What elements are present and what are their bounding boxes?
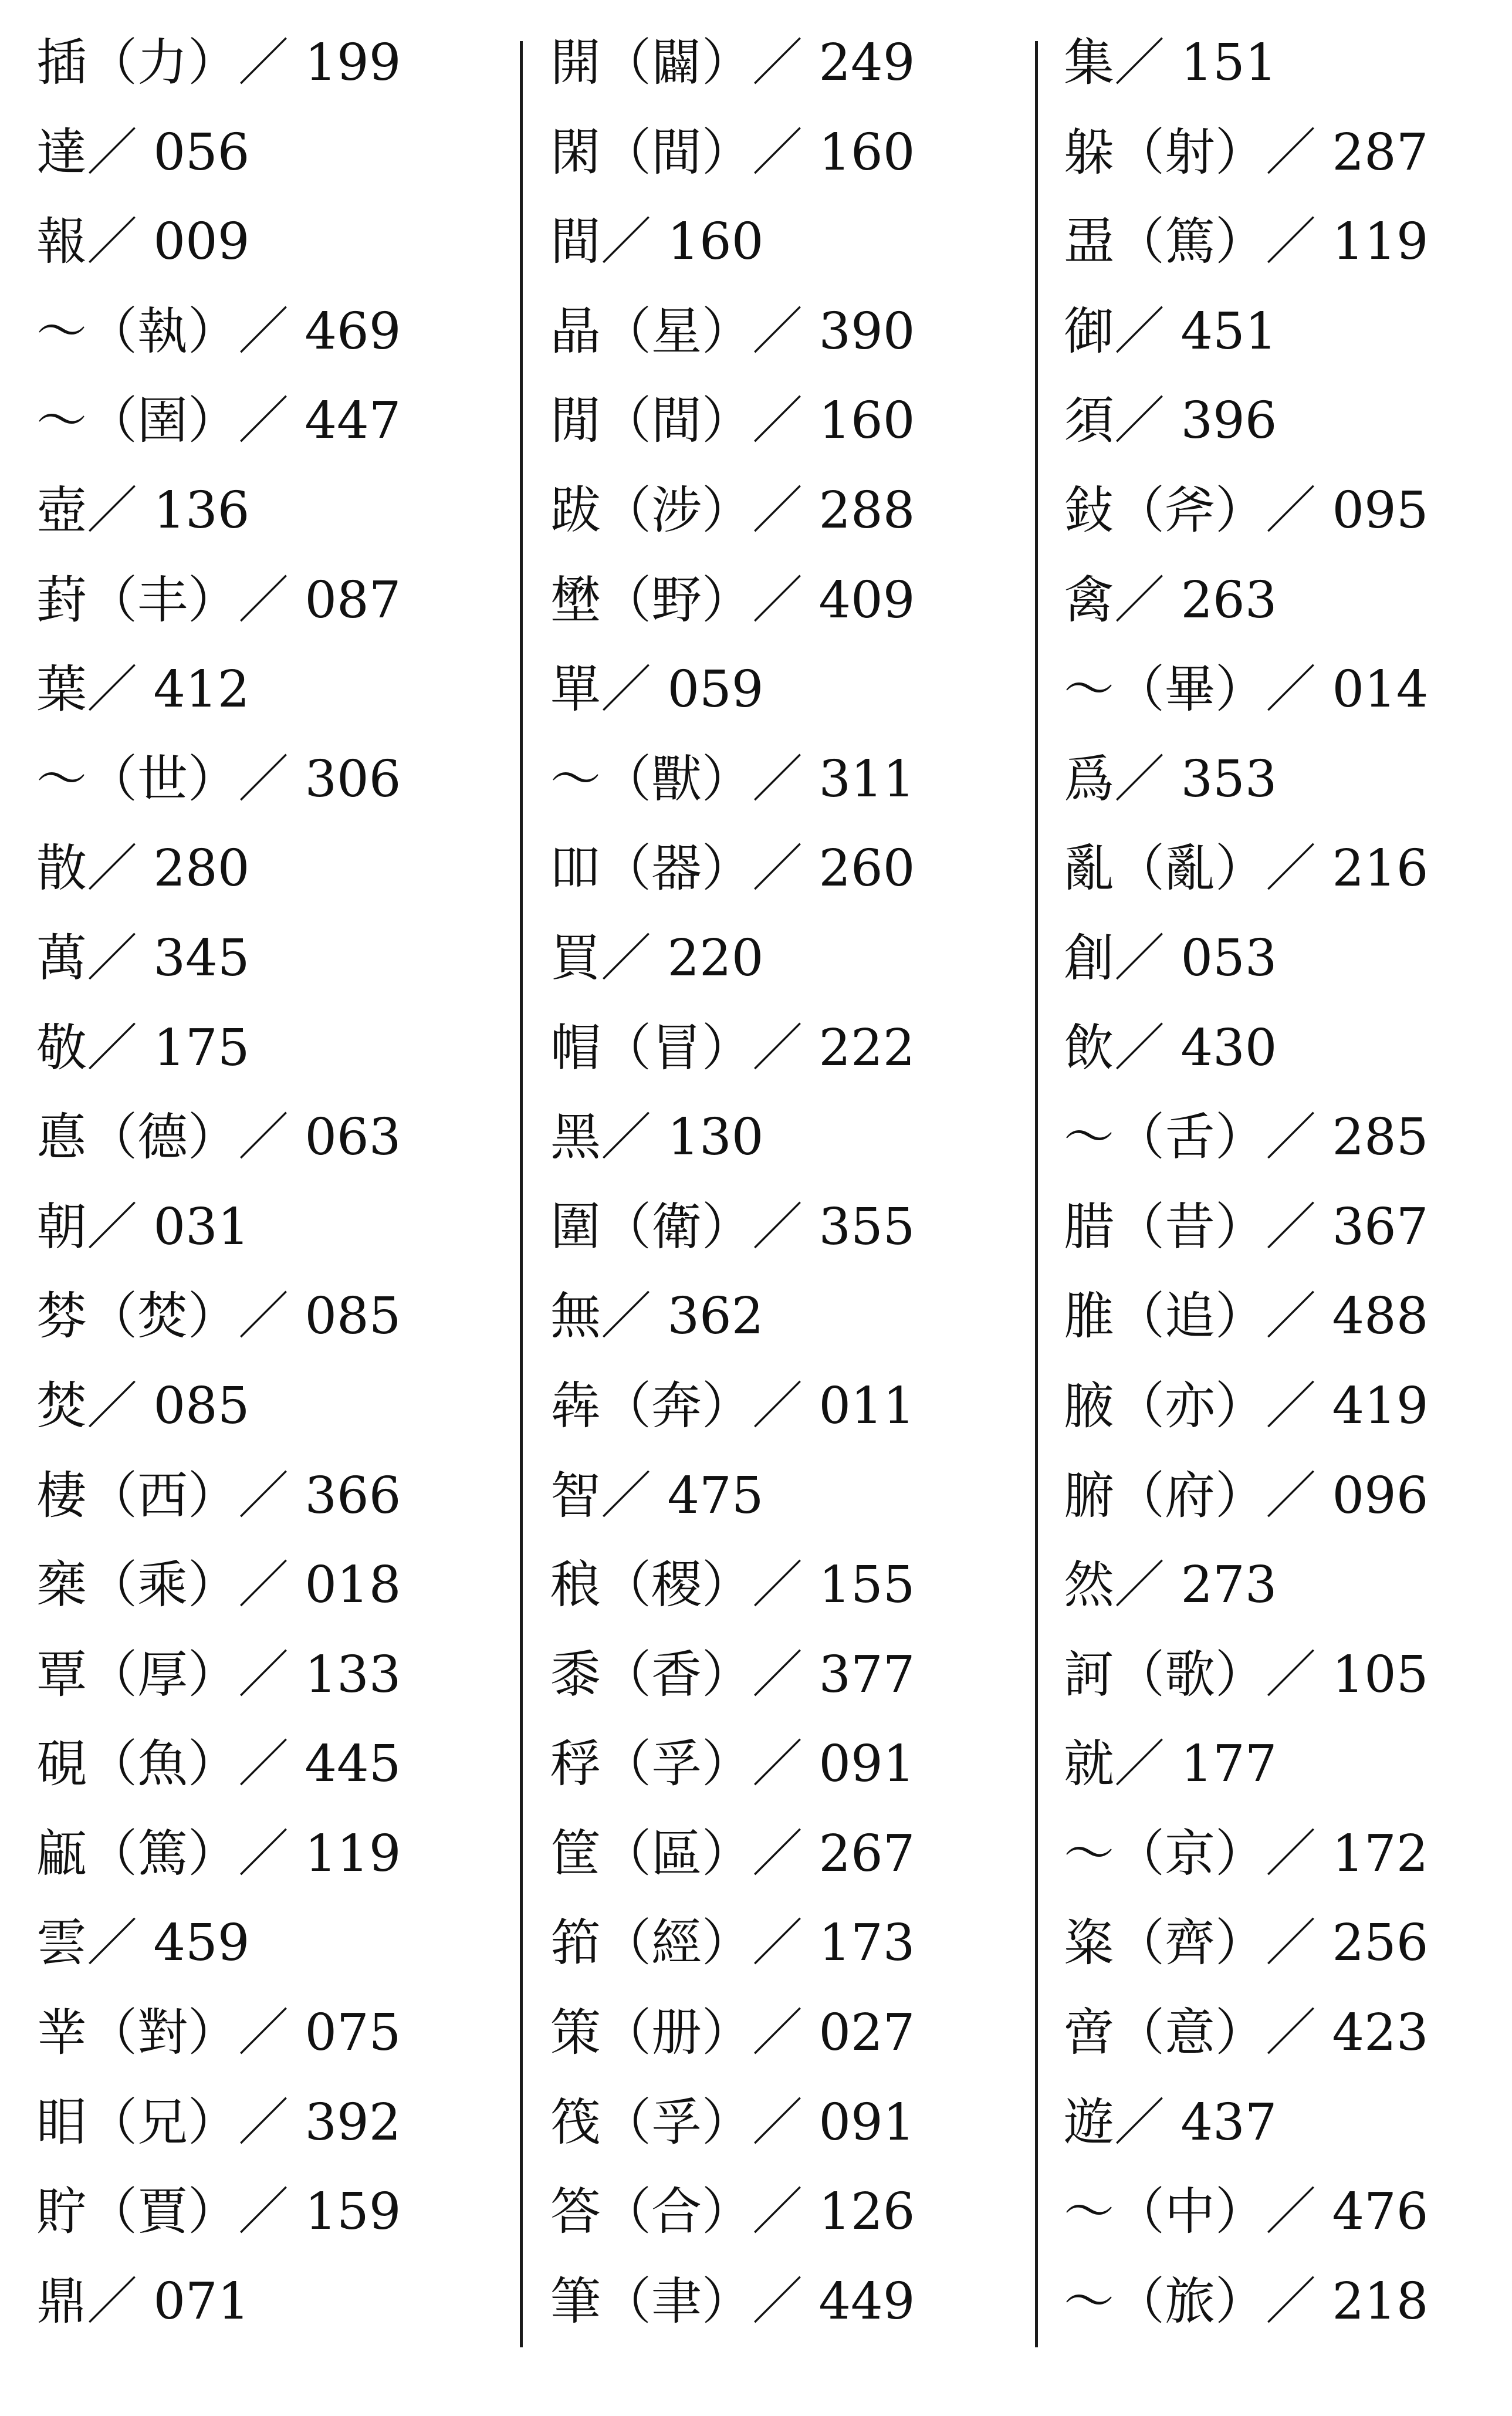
index-entry: 訶（歌）／ 105 — [1064, 1645, 1429, 1704]
index-entry: 甂（篤）／ 119 — [36, 1824, 401, 1883]
index-entry: 御／ 451 — [1064, 302, 1277, 361]
index-entry: ～（世）／ 306 — [36, 749, 401, 809]
index-entry: 稂（稷）／ 155 — [550, 1556, 915, 1615]
index-entry: 策（册）／ 027 — [550, 2003, 915, 2063]
index-entry: 躲（射）／ 287 — [1064, 123, 1429, 182]
index-entry: 集／ 151 — [1064, 33, 1277, 92]
index-entry: ～（獸）／ 311 — [550, 749, 915, 809]
index-entry: 閑（間）／ 160 — [550, 123, 915, 182]
index-entry: 須／ 396 — [1064, 391, 1277, 451]
index-entry: 開（闢）／ 249 — [550, 33, 915, 92]
index-entry: 飲／ 430 — [1064, 1018, 1277, 1077]
index-entry: 鈙（斧）／ 095 — [1064, 481, 1429, 540]
index-entry: 無／ 362 — [550, 1287, 764, 1346]
index-entry: 棲（西）／ 366 — [36, 1466, 401, 1525]
index-entry: 犇（奔）／ 011 — [550, 1376, 915, 1435]
index-entry: 椉（乘）／ 018 — [36, 1556, 401, 1615]
index-entry: 筐（區）／ 267 — [550, 1824, 915, 1883]
index-entry: ～（圉）／ 447 — [36, 391, 401, 451]
index-entry: ～（畢）／ 014 — [1064, 660, 1429, 719]
index-entry: 黍（香）／ 377 — [550, 1645, 915, 1704]
index-entry: 創／ 053 — [1064, 928, 1277, 988]
column-divider — [520, 41, 523, 2347]
index-entry: 悳（德）／ 063 — [36, 1108, 401, 1167]
index-entry: 智／ 475 — [550, 1466, 764, 1525]
index-entry: 買／ 220 — [550, 928, 764, 988]
index-entry: 葉／ 412 — [36, 660, 250, 719]
index-entry: 禽／ 263 — [1064, 570, 1277, 630]
index-entry: 敬／ 175 — [36, 1018, 250, 1077]
index-entry: 稃（孚）／ 091 — [550, 1735, 915, 1794]
index-entry: 黑／ 130 — [550, 1108, 764, 1167]
index-entry: 硯（魚）／ 445 — [36, 1735, 401, 1794]
index-entry: 就／ 177 — [1064, 1735, 1277, 1794]
index-entry: ～（旅）／ 218 — [1064, 2272, 1429, 2331]
index-entry: 䀠（兄）／ 392 — [36, 2093, 401, 2152]
index-entry: 棼（焚）／ 085 — [36, 1287, 401, 1346]
index-entry: 盄（篤）／ 119 — [1064, 212, 1429, 272]
index-column-3 — [1064, 31, 1498, 2358]
index-entry: 貯（賈）／ 159 — [36, 2182, 401, 2242]
index-entry: 脽（追）／ 488 — [1064, 1287, 1429, 1346]
index-entry: 粢（齊）／ 256 — [1064, 1914, 1429, 1973]
index-entry: 爲／ 353 — [1064, 749, 1277, 809]
index-entry: 鼎／ 071 — [36, 2272, 250, 2331]
index-entry: 筏（孚）／ 091 — [550, 2093, 915, 2152]
index-entry: 腑（府）／ 096 — [1064, 1466, 1429, 1525]
index-entry: 達／ 056 — [36, 123, 250, 182]
index-entry: ～（執）／ 469 — [36, 302, 401, 361]
index-entry: 覃（厚）／ 133 — [36, 1645, 401, 1704]
index-entry: 啻（意）／ 423 — [1064, 2003, 1429, 2063]
index-entry: 然／ 273 — [1064, 1556, 1277, 1615]
index-entry: 雲／ 459 — [36, 1914, 250, 1973]
index-entry: 插（力）／ 199 — [36, 33, 401, 92]
index-entry: 腋（亦）／ 419 — [1064, 1376, 1429, 1435]
index-entry: 壺／ 136 — [36, 481, 250, 540]
index-entry: 筘（經）／ 173 — [550, 1914, 915, 1973]
index-entry: 腊（昔）／ 367 — [1064, 1197, 1429, 1256]
index-entry: 亂（亂）／ 216 — [1064, 839, 1429, 898]
index-entry: 丵（對）／ 075 — [36, 2003, 401, 2063]
index-entry: 圍（衛）／ 355 — [550, 1197, 915, 1256]
index-entry: 帽（冒）／ 222 — [550, 1018, 915, 1077]
index-entry: 筆（聿）／ 449 — [550, 2272, 915, 2331]
index-entry: 散／ 280 — [36, 839, 250, 898]
index-entry: ～（京）／ 172 — [1064, 1824, 1429, 1883]
index-entry: 間／ 160 — [550, 212, 764, 272]
index-column-1 — [36, 31, 506, 2358]
index-entry: 朝／ 031 — [36, 1197, 250, 1256]
column-divider — [1035, 41, 1038, 2347]
index-column-2 — [550, 31, 1020, 2358]
index-entry: 單／ 059 — [550, 660, 764, 719]
index-entry: 晶（星）／ 390 — [550, 302, 915, 361]
index-entry: 萬／ 345 — [36, 928, 250, 988]
index-entry: 葑（丰）／ 087 — [36, 570, 401, 630]
index-entry: 跋（涉）／ 288 — [550, 481, 915, 540]
index-entry: ～（中）／ 476 — [1064, 2182, 1429, 2242]
index-entry: 壄（野）／ 409 — [550, 570, 915, 630]
index-entry: 報／ 009 — [36, 212, 250, 272]
index-entry: 答（合）／ 126 — [550, 2182, 915, 2242]
index-entry: 遊／ 437 — [1064, 2093, 1277, 2152]
index-entry: 吅（器）／ 260 — [550, 839, 915, 898]
index-entry: 焚／ 085 — [36, 1376, 250, 1435]
index-entry: 閒（間）／ 160 — [550, 391, 915, 451]
index-entry: ～（舌）／ 285 — [1064, 1108, 1429, 1167]
